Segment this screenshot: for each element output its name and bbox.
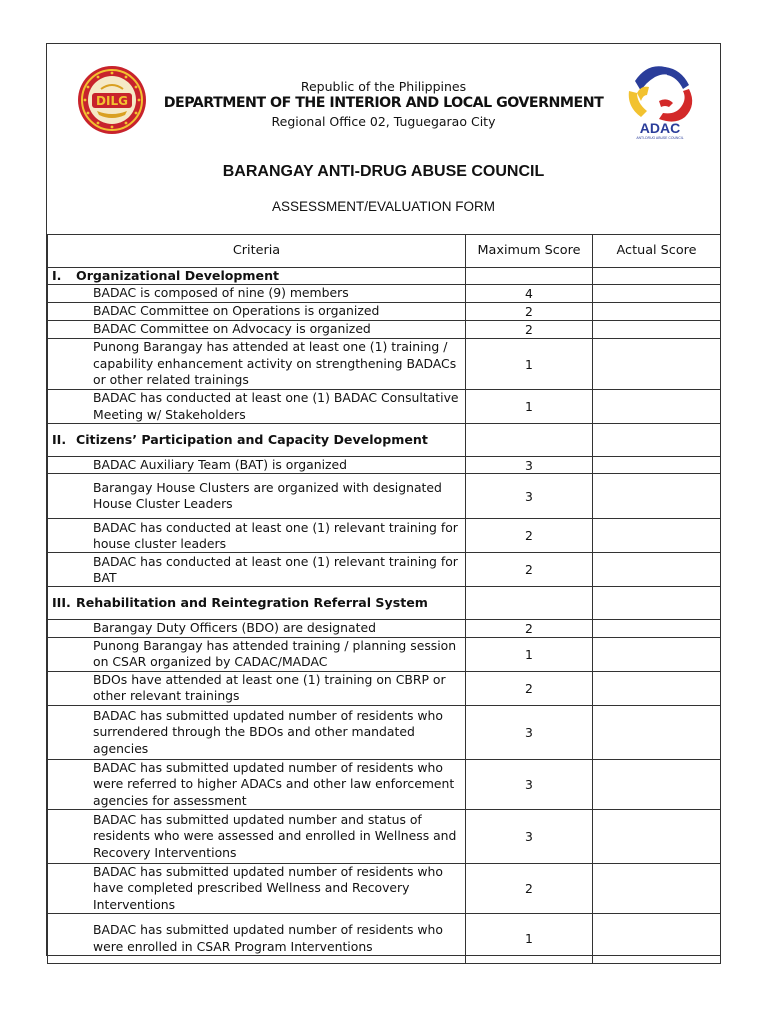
criterion-text: BADAC has submitted updated number of residents who were enrolled in CSAR Program Interventions xyxy=(48,914,466,964)
section-title xyxy=(48,268,466,285)
actual-score-cell[interactable] xyxy=(593,339,721,390)
criterion-text: BADAC has conducted at least one (1) relevant training for BAT xyxy=(48,553,466,587)
assessment-form xyxy=(46,43,721,956)
section-row xyxy=(48,268,721,285)
actual-score-cell[interactable] xyxy=(593,457,721,474)
criterion-text: BADAC has conducted at least one (1) relevant training for house cluster leaders xyxy=(48,519,466,553)
criterion-text: BADAC Committee on Advocacy is organized xyxy=(48,321,466,339)
table-row xyxy=(48,457,721,474)
maximum-score-value: 2 xyxy=(466,671,593,705)
table-row xyxy=(48,671,721,705)
form-title: ASSESSMENT/EVALUATION FORM xyxy=(271,199,496,214)
maximum-score-value: 3 xyxy=(466,810,593,864)
actual-score-cell[interactable] xyxy=(593,303,721,321)
maximum-score-value: 2 xyxy=(466,321,593,339)
maximum-score-column-header: Maximum Score xyxy=(466,235,593,268)
maximum-score-value: 1 xyxy=(466,339,593,390)
criterion-text: BADAC Committee on Operations is organized xyxy=(48,303,466,321)
regional-office: Regional Office 02, Tuguegarao City xyxy=(271,114,496,129)
table-row xyxy=(48,705,721,759)
section-max-score-cell xyxy=(466,587,593,620)
table-row xyxy=(48,303,721,321)
section-title xyxy=(48,424,466,457)
maximum-score-value: 2 xyxy=(466,303,593,321)
table-row xyxy=(48,759,721,809)
maximum-score-value: 3 xyxy=(466,457,593,474)
maximum-score-value: 2 xyxy=(466,864,593,914)
section-actual-score-cell[interactable] xyxy=(593,268,721,285)
criterion-text: BADAC has submitted updated number of residents who have completed prescribed Wellness and Recovery Interventions xyxy=(48,864,466,914)
maximum-score-value: 2 xyxy=(466,519,593,553)
republic-line: Republic of the Philippines xyxy=(300,79,467,94)
criterion-text: BADAC has conducted at least one (1) BADAC Consultative Meeting w/ Stakeholders xyxy=(48,390,466,424)
criterion-text: BADAC Auxiliary Team (BAT) is organized xyxy=(48,457,466,474)
maximum-score-value: 2 xyxy=(466,620,593,637)
actual-score-cell[interactable] xyxy=(593,914,721,964)
actual-score-cell[interactable] xyxy=(593,620,721,637)
criterion-text: BDOs have attended at least one (1) training on CBRP or other relevant trainings xyxy=(48,671,466,705)
criterion-text: Barangay Duty Officers (BDO) are designated xyxy=(48,620,466,637)
table-row xyxy=(48,864,721,914)
maximum-score-value: 4 xyxy=(466,285,593,303)
section-label: Citizens’ Participation and Capacity Development xyxy=(76,432,428,447)
maximum-score-value: 3 xyxy=(466,705,593,759)
actual-score-cell[interactable] xyxy=(593,553,721,587)
adac-logo-text: ADAC xyxy=(639,120,681,136)
actual-score-cell[interactable] xyxy=(593,637,721,671)
table-row xyxy=(48,519,721,553)
actual-score-cell[interactable] xyxy=(593,519,721,553)
actual-score-cell[interactable] xyxy=(593,705,721,759)
section-number: II. xyxy=(52,432,67,447)
actual-score-cell[interactable] xyxy=(593,864,721,914)
criteria-column-header: Criteria xyxy=(48,235,466,268)
criterion-text: BADAC has submitted updated number and status of residents who were assessed and enrolled in Wellness and Recovery Interventions xyxy=(48,810,466,864)
table-row xyxy=(48,914,721,964)
criteria-table-body xyxy=(48,268,721,964)
table-row xyxy=(48,339,721,390)
criterion-text: BADAC is composed of nine (9) members xyxy=(48,285,466,303)
council-title: BARANGAY ANTI-DRUG ABUSE COUNCIL xyxy=(222,163,545,180)
criterion-text: Barangay House Clusters are organized with designated House Cluster Leaders xyxy=(48,474,466,519)
section-label: Organizational Development xyxy=(76,268,280,283)
section-row xyxy=(48,587,721,620)
maximum-score-value: 3 xyxy=(466,759,593,809)
section-max-score-cell xyxy=(466,268,593,285)
adac-logo-subtext: ANTI-DRUG ABUSE COUNCIL xyxy=(636,136,684,140)
section-row xyxy=(48,424,721,457)
criterion-text: Punong Barangay has attended at least one (1) training / capability enhancement activity on strengthening BADACs or other related trainings xyxy=(48,339,466,390)
table-row xyxy=(48,620,721,637)
section-number: I. xyxy=(52,268,62,283)
form-header xyxy=(47,44,720,234)
table-row xyxy=(48,321,721,339)
maximum-score-value: 3 xyxy=(466,474,593,519)
table-row xyxy=(48,810,721,864)
criterion-text: BADAC has submitted updated number of residents who surrendered through the BDOs and other mandated agencies xyxy=(48,705,466,759)
table-row xyxy=(48,285,721,303)
criterion-text: BADAC has submitted updated number of residents who were referred to higher ADACs and other law enforcement agencies for assessment xyxy=(48,759,466,809)
section-actual-score-cell[interactable] xyxy=(593,587,721,620)
maximum-score-value: 1 xyxy=(466,637,593,671)
maximum-score-value: 1 xyxy=(466,914,593,964)
table-row xyxy=(48,390,721,424)
section-number: III. xyxy=(52,595,71,611)
maximum-score-value: 2 xyxy=(466,553,593,587)
dilg-logo-text: DILG xyxy=(96,94,128,108)
criteria-table xyxy=(47,234,721,964)
criterion-text: Punong Barangay has attended training / planning session on CSAR organized by CADAC/MADAC xyxy=(48,637,466,671)
actual-score-cell[interactable] xyxy=(593,671,721,705)
actual-score-cell[interactable] xyxy=(593,321,721,339)
section-max-score-cell xyxy=(466,424,593,457)
actual-score-cell[interactable] xyxy=(593,390,721,424)
table-header-row xyxy=(48,235,721,268)
actual-score-cell[interactable] xyxy=(593,285,721,303)
section-actual-score-cell[interactable] xyxy=(593,424,721,457)
actual-score-cell[interactable] xyxy=(593,759,721,809)
table-row xyxy=(48,637,721,671)
section-label: Rehabilitation and Reintegration Referral System xyxy=(76,595,428,611)
department-name: DEPARTMENT OF THE INTERIOR AND LOCAL GOVERNMENT xyxy=(163,95,604,111)
table-row xyxy=(48,553,721,587)
actual-score-column-header: Actual Score xyxy=(593,235,721,268)
adac-logo-icon xyxy=(619,61,701,141)
table-row xyxy=(48,474,721,519)
actual-score-cell[interactable] xyxy=(593,810,721,864)
section-title xyxy=(48,587,466,620)
maximum-score-value: 1 xyxy=(466,390,593,424)
actual-score-cell[interactable] xyxy=(593,474,721,519)
